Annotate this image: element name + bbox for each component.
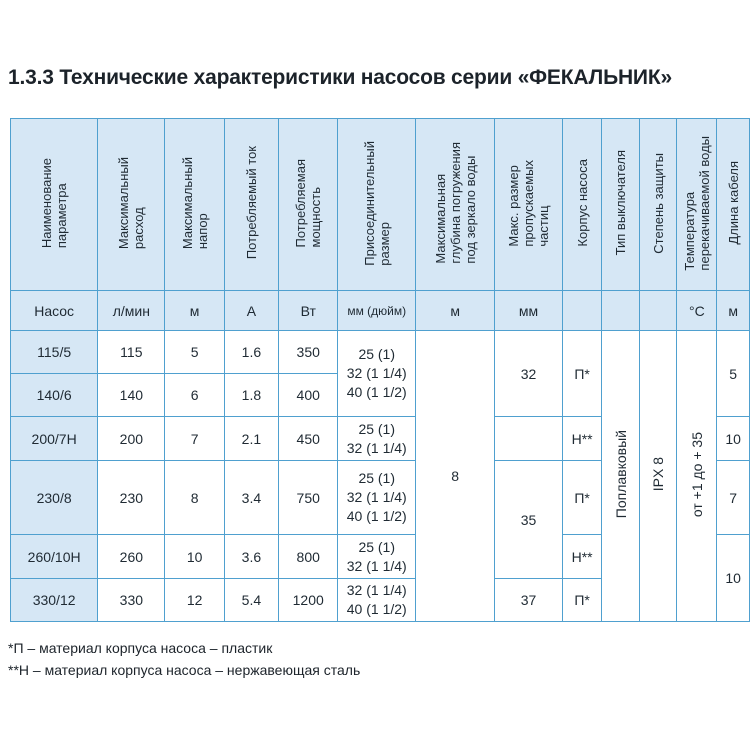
connection-cell [338, 417, 416, 461]
connection-cell [338, 461, 416, 535]
housing-cell: Н** [562, 535, 602, 579]
connection-size: 32 (1 1/4) [346, 582, 407, 598]
table-row [11, 331, 750, 374]
connection-size: 40 (1 1/2) [346, 384, 407, 400]
unit-cell: м [165, 291, 224, 331]
unit-cell: м [717, 291, 750, 331]
header-flow: Максимальный расход [98, 119, 165, 291]
header-connection: Присоединительный размер [338, 119, 416, 291]
head-cell: 8 [165, 461, 224, 535]
temperature-cell: от +1 до + 35 [677, 331, 717, 622]
connection-size: 40 (1 1/2) [346, 508, 407, 524]
power-cell: 350 [279, 331, 338, 374]
flow-cell: 200 [98, 417, 165, 461]
protection-cell: IPX 8 [639, 331, 677, 622]
head-cell: 10 [165, 535, 224, 579]
unit-cell: мм (дюйм) [338, 291, 416, 331]
model-cell: 260/10Н [11, 535, 98, 579]
cable-cell: 10 [717, 535, 750, 622]
model-cell: 115/5 [11, 331, 98, 374]
power-cell: 400 [279, 374, 338, 417]
header-particles: Макс. размер пропускаемых частиц [495, 119, 563, 291]
current-cell: 5.4 [224, 579, 278, 622]
header-current: Потребляемый ток [224, 119, 278, 291]
connection-size: 25 (1) [358, 538, 396, 555]
flow-cell: 330 [98, 579, 165, 622]
particles-cell [495, 417, 563, 461]
cable-cell: 7 [717, 461, 750, 535]
power-cell: 750 [279, 461, 338, 535]
flow-cell: 115 [98, 331, 165, 374]
current-cell: 2.1 [224, 417, 278, 461]
page-title: 1.3.3 Технические характеристики насосов серии «ФЕКАЛЬНИК» [8, 66, 672, 89]
connection-cell [338, 579, 416, 622]
flow-cell: 230 [98, 461, 165, 535]
particles-cell: 35 [495, 461, 563, 579]
cable-cell: 10 [717, 417, 750, 461]
header-power: Потребляемая мощность [279, 119, 338, 291]
header-name: Наименование параметра [11, 119, 98, 291]
housing-cell: П* [562, 579, 602, 622]
head-cell: 12 [165, 579, 224, 622]
connection-size: 40 (1 1/2) [346, 601, 407, 617]
particles-cell: 37 [495, 579, 563, 622]
specs-table [10, 118, 750, 622]
unit-cell [639, 291, 677, 331]
model-cell: 230/8 [11, 461, 98, 535]
depth-cell: 8 [416, 331, 495, 622]
connection-size: 32 (1 1/4) [346, 489, 407, 505]
housing-cell: П* [562, 331, 602, 417]
connection-size: 32 (1 1/4) [346, 439, 407, 456]
unit-cell [602, 291, 640, 331]
connection-cell [338, 331, 416, 417]
housing-cell: П* [562, 461, 602, 535]
model-cell: 200/7Н [11, 417, 98, 461]
current-cell: 3.4 [224, 461, 278, 535]
header-cable: Длина кабеля [717, 119, 750, 291]
current-cell: 1.8 [224, 374, 278, 417]
unit-cell: мм [495, 291, 563, 331]
power-cell: 800 [279, 535, 338, 579]
units-row [11, 291, 750, 331]
switch-cell: Поплавковый [602, 331, 640, 622]
header-switch: Тип выключателя [602, 119, 640, 291]
footnote-steel: **Н – материал корпуса насоса – нержавеющая сталь [8, 662, 361, 678]
cable-cell: 5 [717, 331, 750, 417]
unit-cell: л/мин [98, 291, 165, 331]
header-housing: Корпус насоса [562, 119, 602, 291]
head-cell: 5 [165, 331, 224, 374]
head-cell: 7 [165, 417, 224, 461]
flow-cell: 140 [98, 374, 165, 417]
current-cell: 1.6 [224, 331, 278, 374]
unit-cell: Насос [11, 291, 98, 331]
model-cell: 140/6 [11, 374, 98, 417]
header-head: Максимальный напор [165, 119, 224, 291]
power-cell: 450 [279, 417, 338, 461]
unit-cell: А [224, 291, 278, 331]
power-cell: 1200 [279, 579, 338, 622]
footnotes [8, 637, 360, 681]
connection-size: 32 (1 1/4) [346, 557, 407, 574]
connection-size: 25 (1) [358, 346, 396, 362]
connection-size: 25 (1) [358, 420, 396, 437]
header-depth: Максимальная глубина погружения под зеркало воды [416, 119, 495, 291]
header-temperature: Температура перекачиваемой воды [677, 119, 717, 291]
unit-cell: Вт [279, 291, 338, 331]
model-cell: 330/12 [11, 579, 98, 622]
flow-cell: 260 [98, 535, 165, 579]
current-cell: 3.6 [224, 535, 278, 579]
head-cell: 6 [165, 374, 224, 417]
unit-cell: м [416, 291, 495, 331]
header-protection: Степень защиты [639, 119, 677, 291]
connection-size: 32 (1 1/4) [346, 365, 407, 381]
footnote-plastic: *П – материал корпуса насоса – пластик [8, 640, 273, 656]
particles-cell: 32 [495, 331, 563, 417]
unit-cell [562, 291, 602, 331]
unit-cell: °С [677, 291, 717, 331]
connection-cell [338, 535, 416, 579]
housing-cell: Н** [562, 417, 602, 461]
header-row [11, 119, 750, 291]
connection-size: 25 (1) [358, 470, 396, 486]
